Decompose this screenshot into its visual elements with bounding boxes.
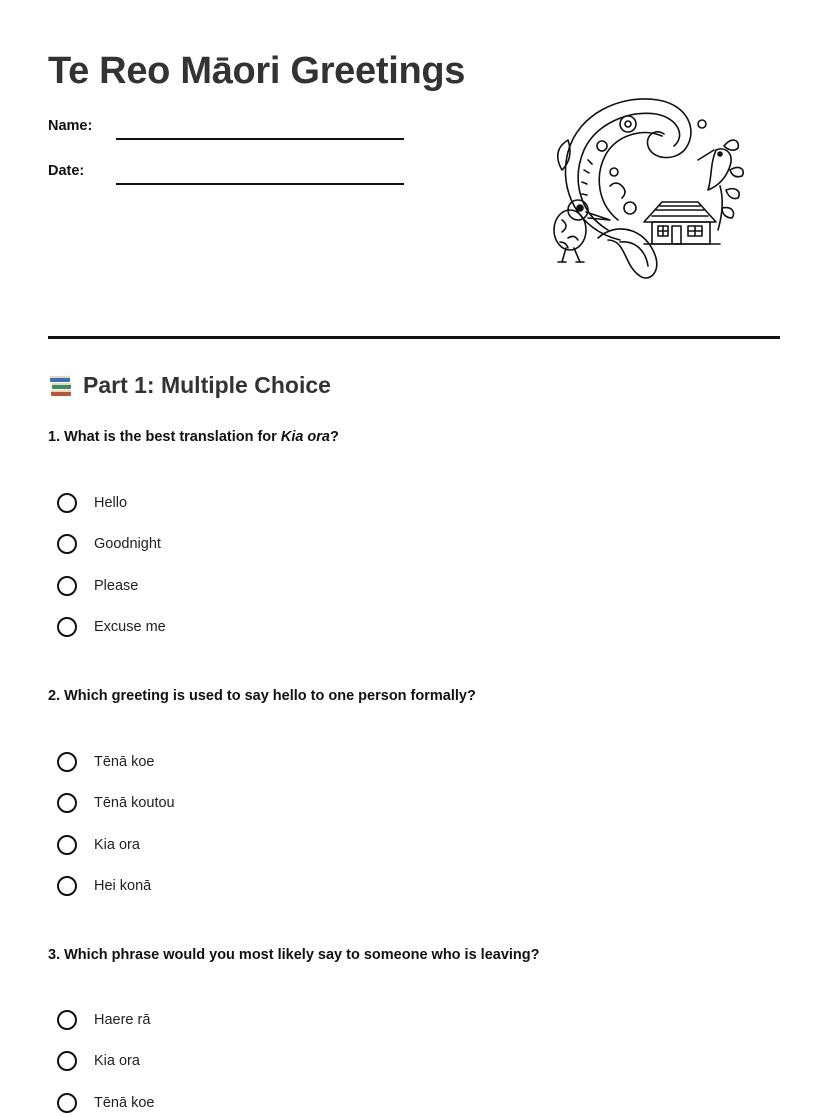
option-label: Hello [94, 495, 128, 511]
q2-option-3[interactable] [57, 832, 140, 858]
date-input-line[interactable] [116, 183, 404, 185]
q2-option-2[interactable] [57, 790, 175, 816]
question-3: 3. Which phrase would you most likely say to someone who is leaving? [48, 947, 540, 963]
section-heading [48, 372, 331, 399]
page-title: Te Reo Māori Greetings [48, 50, 466, 92]
question-1-text: 1. What is the best translation for [48, 429, 281, 445]
option-label: Tēnā koutou [94, 795, 175, 811]
section-title: Part 1: Multiple Choice [83, 372, 331, 398]
name-input-line[interactable] [116, 138, 404, 140]
radio-button[interactable] [57, 876, 77, 896]
radio-button[interactable] [57, 1093, 77, 1113]
q3-option-3[interactable] [57, 1090, 154, 1116]
option-label: Tēnā koe [94, 1095, 155, 1111]
radio-button[interactable] [57, 493, 77, 513]
name-label: Name: [48, 118, 93, 134]
q1-option-2[interactable] [57, 531, 161, 557]
option-label: Goodnight [94, 536, 161, 552]
option-label: Kia ora [94, 837, 140, 853]
q1-option-3[interactable] [57, 573, 138, 599]
q2-option-4[interactable] [57, 873, 151, 899]
option-label: Tēnā koe [94, 754, 155, 770]
q3-option-1[interactable] [57, 1007, 150, 1033]
radio-button[interactable] [57, 1010, 77, 1030]
option-label: Excuse me [94, 619, 166, 635]
radio-button[interactable] [57, 534, 77, 554]
question-1-emphasis: Kia ora [280, 429, 331, 445]
question-1 [48, 429, 339, 445]
question-2: 2. Which greeting is used to say hello to one person formally? [48, 688, 476, 704]
option-label: Hei konā [94, 878, 152, 894]
option-label: Haere rā [94, 1012, 151, 1028]
maori-koru-illustration [548, 90, 748, 288]
q1-option-4[interactable] [57, 614, 166, 640]
q2-option-1[interactable] [57, 749, 154, 775]
radio-button[interactable] [57, 752, 77, 772]
radio-button[interactable] [57, 617, 77, 637]
q1-option-1[interactable] [57, 490, 127, 516]
question-1-suffix: ? [330, 429, 339, 445]
radio-button[interactable] [57, 835, 77, 855]
option-label: Please [94, 578, 139, 594]
radio-button[interactable] [57, 793, 77, 813]
books-icon [48, 373, 74, 399]
q3-option-2[interactable] [57, 1048, 140, 1074]
date-label: Date: [48, 163, 85, 179]
section-divider [48, 336, 780, 339]
option-label: Kia ora [94, 1053, 140, 1069]
radio-button[interactable] [57, 576, 77, 596]
radio-button[interactable] [57, 1051, 77, 1071]
